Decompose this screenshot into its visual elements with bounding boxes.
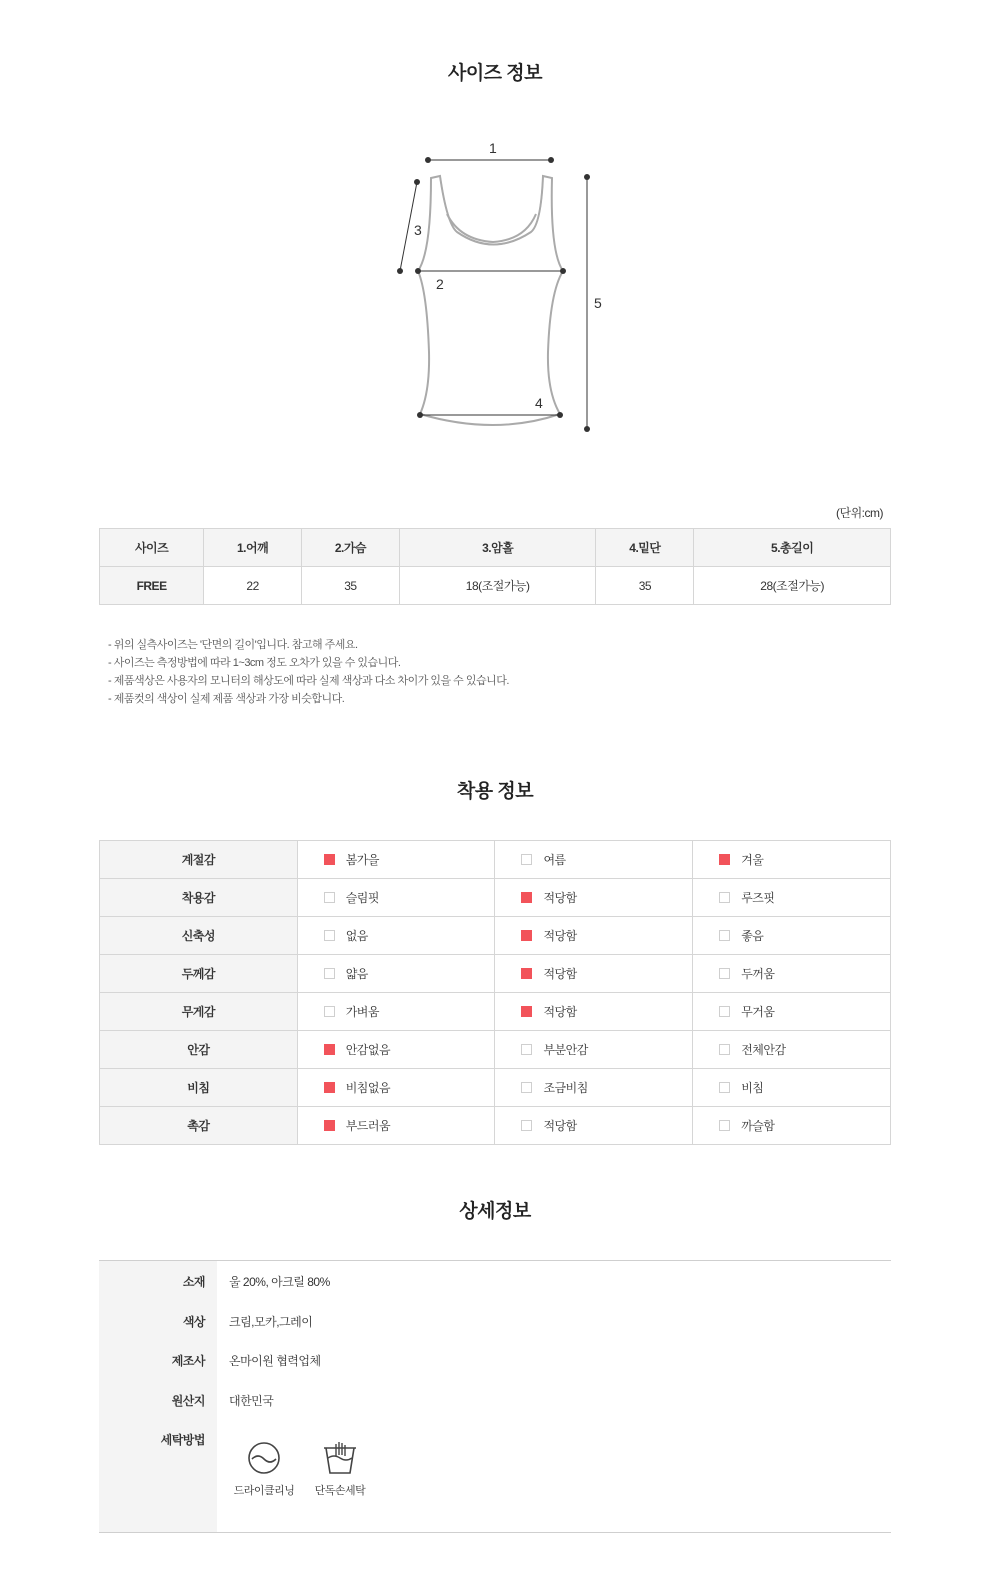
- wash-label: 단독손세탁: [314, 1485, 366, 1497]
- detail-key: 소재: [182, 1275, 205, 1289]
- unchecked-box-icon: [719, 1082, 730, 1093]
- fit-info-title: 착용 정보: [456, 781, 534, 802]
- fit-option-label: 슬림핏: [345, 891, 379, 905]
- note-line: - 제품색상은 사용자의 모니터의 해상도에 따라 실제 색상과 다소 차이가 있을 수 있습니다.: [108, 675, 509, 687]
- fit-option: [297, 841, 495, 879]
- fit-row-label: 계절감: [100, 841, 298, 879]
- fit-option: [693, 1107, 891, 1145]
- fit-option-label: 두꺼움: [741, 967, 775, 981]
- fit-option: [693, 917, 891, 955]
- size-header-cell: 5.총길이: [694, 529, 891, 567]
- fit-option: [297, 879, 495, 917]
- table-row: [100, 993, 891, 1031]
- fit-option: [297, 917, 495, 955]
- fit-option-label: 적당함: [543, 967, 577, 981]
- fit-option: [297, 1031, 495, 1069]
- fit-option: [495, 1069, 693, 1107]
- fit-option-label: 비침없음: [345, 1081, 391, 1095]
- unchecked-box-icon: [521, 1082, 532, 1093]
- table-row: [100, 1069, 891, 1107]
- checked-box-icon: [521, 892, 532, 903]
- table-row: [100, 879, 891, 917]
- checked-box-icon: [324, 854, 335, 865]
- fit-option-label: 적당함: [543, 1119, 577, 1133]
- size-cell: 35: [302, 567, 400, 605]
- unchecked-box-icon: [324, 1006, 335, 1017]
- detail-value: 울 20%, 아크릴 80%: [229, 1275, 330, 1289]
- unchecked-box-icon: [324, 892, 335, 903]
- fit-option: [297, 993, 495, 1031]
- size-cell: 28(조절가능): [694, 567, 891, 605]
- detail-value: 대한민국: [229, 1394, 274, 1408]
- unchecked-box-icon: [719, 1006, 730, 1017]
- fit-option-label: 봄가을: [345, 853, 379, 867]
- fit-option: [495, 1107, 693, 1145]
- fit-option: [495, 955, 693, 993]
- fit-option: [693, 1031, 891, 1069]
- detail-value: 온마이원 협력업체: [229, 1354, 321, 1368]
- fit-option-label: 부분안감: [543, 1043, 588, 1057]
- fit-option-label: 조금비침: [543, 1081, 588, 1095]
- detail-key: 원산지: [171, 1394, 205, 1408]
- diagram-label-1: 1: [489, 140, 497, 156]
- table-row: [100, 841, 891, 879]
- fit-option: [693, 841, 891, 879]
- size-header-cell: 2.가슴: [302, 529, 400, 567]
- table-row: [100, 1031, 891, 1069]
- fit-row-label: 신축성: [100, 917, 298, 955]
- fit-table: [99, 840, 891, 1145]
- size-notes: [108, 636, 509, 708]
- fit-option-label: 얇음: [345, 967, 368, 981]
- fit-option: [495, 917, 693, 955]
- fit-row-label: 비침: [100, 1069, 298, 1107]
- fit-option-label: 적당함: [543, 929, 577, 943]
- unchecked-box-icon: [324, 930, 335, 941]
- unchecked-box-icon: [719, 892, 730, 903]
- table-row: [100, 955, 891, 993]
- size-cell: 35: [596, 567, 694, 605]
- detail-key: 세탁방법: [160, 1433, 205, 1447]
- table-row: [100, 917, 891, 955]
- size-info-title: 사이즈 정보: [447, 63, 543, 84]
- fit-option-label: 겨울: [741, 853, 764, 867]
- size-table: [99, 528, 891, 605]
- diagram-label-4: 4: [535, 395, 543, 411]
- checked-box-icon: [521, 968, 532, 979]
- unchecked-box-icon: [719, 1044, 730, 1055]
- fit-option: [297, 1069, 495, 1107]
- wash-item-hand-wash: [310, 1440, 370, 1498]
- size-header-cell: 사이즈: [100, 529, 204, 567]
- fit-option-label: 안감없음: [345, 1043, 391, 1057]
- checked-box-icon: [324, 1082, 335, 1093]
- unchecked-box-icon: [719, 1120, 730, 1131]
- fit-option: [495, 841, 693, 879]
- fit-row-label: 두께감: [100, 955, 298, 993]
- size-cell: FREE: [100, 567, 204, 605]
- size-header-cell: 3.암홀: [399, 529, 596, 567]
- size-table-header: [100, 529, 891, 567]
- checked-box-icon: [324, 1120, 335, 1131]
- fit-row-label: 안감: [100, 1031, 298, 1069]
- fit-option: [495, 1031, 693, 1069]
- fit-option: [495, 993, 693, 1031]
- size-header-cell: 4.밑단: [596, 529, 694, 567]
- fit-option: [693, 1069, 891, 1107]
- unchecked-box-icon: [521, 854, 532, 865]
- note-line: - 위의 실측사이즈는 '단면의 길이'입니다. 참고해 주세요.: [108, 639, 358, 651]
- diagram-label-3: 3: [414, 222, 422, 238]
- dry-cleaning-icon: [246, 1440, 282, 1476]
- fit-option-label: 부드러움: [345, 1119, 391, 1133]
- fit-option-label: 무거움: [741, 1005, 775, 1019]
- checked-box-icon: [324, 1044, 335, 1055]
- detail-value: 크림,모카,그레이: [229, 1315, 313, 1329]
- hand-wash-icon: [320, 1440, 360, 1476]
- table-row: [100, 1107, 891, 1145]
- fit-option-label: 비침: [741, 1081, 764, 1095]
- tank-top-diagram: [385, 132, 625, 444]
- unchecked-box-icon: [719, 930, 730, 941]
- wash-item-dry-cleaning: [232, 1440, 296, 1498]
- checked-box-icon: [719, 854, 730, 865]
- fit-option-label: 적당함: [543, 1005, 577, 1019]
- fit-row-label: 착용감: [100, 879, 298, 917]
- fit-row-label: 촉감: [100, 1107, 298, 1145]
- detail-table: [99, 1260, 891, 1533]
- fit-option: [693, 955, 891, 993]
- checked-box-icon: [521, 930, 532, 941]
- size-cell: 18(조절가능): [399, 567, 596, 605]
- fit-option: [297, 955, 495, 993]
- fit-option-label: 여름: [543, 853, 566, 867]
- fit-row-label: 무게감: [100, 993, 298, 1031]
- fit-option: [495, 879, 693, 917]
- unchecked-box-icon: [324, 968, 335, 979]
- fit-option: [693, 993, 891, 1031]
- detail-key: 색상: [182, 1315, 205, 1329]
- note-line: - 사이즈는 측정방법에 따라 1~3cm 정도 오차가 있을 수 있습니다.: [108, 657, 401, 669]
- fit-option-label: 루즈핏: [741, 891, 775, 905]
- fit-option-label: 가벼움: [345, 1005, 379, 1019]
- diagram-label-2: 2: [436, 276, 444, 292]
- size-cell: 22: [204, 567, 302, 605]
- table-row: [100, 567, 891, 605]
- checked-box-icon: [521, 1006, 532, 1017]
- note-line: - 제품컷의 색상이 실제 제품 색상과 가장 비슷합니다.: [108, 693, 345, 705]
- fit-option-label: 전체안감: [741, 1043, 786, 1057]
- fit-option-label: 좋음: [741, 929, 764, 943]
- detail-info-title: 상세정보: [459, 1201, 531, 1222]
- fit-option: [693, 879, 891, 917]
- unchecked-box-icon: [719, 968, 730, 979]
- fit-option-label: 적당함: [543, 891, 577, 905]
- unchecked-box-icon: [521, 1044, 532, 1055]
- diagram-label-5: 5: [594, 295, 602, 311]
- unit-label: (단위:cm): [835, 506, 883, 520]
- fit-option: [297, 1107, 495, 1145]
- fit-option-label: 없음: [345, 929, 368, 943]
- size-header-cell: 1.어깨: [204, 529, 302, 567]
- wash-label: 드라이클리닝: [233, 1485, 295, 1497]
- unchecked-box-icon: [521, 1120, 532, 1131]
- detail-key: 제조사: [171, 1354, 205, 1368]
- fit-option-label: 까슬함: [741, 1119, 775, 1133]
